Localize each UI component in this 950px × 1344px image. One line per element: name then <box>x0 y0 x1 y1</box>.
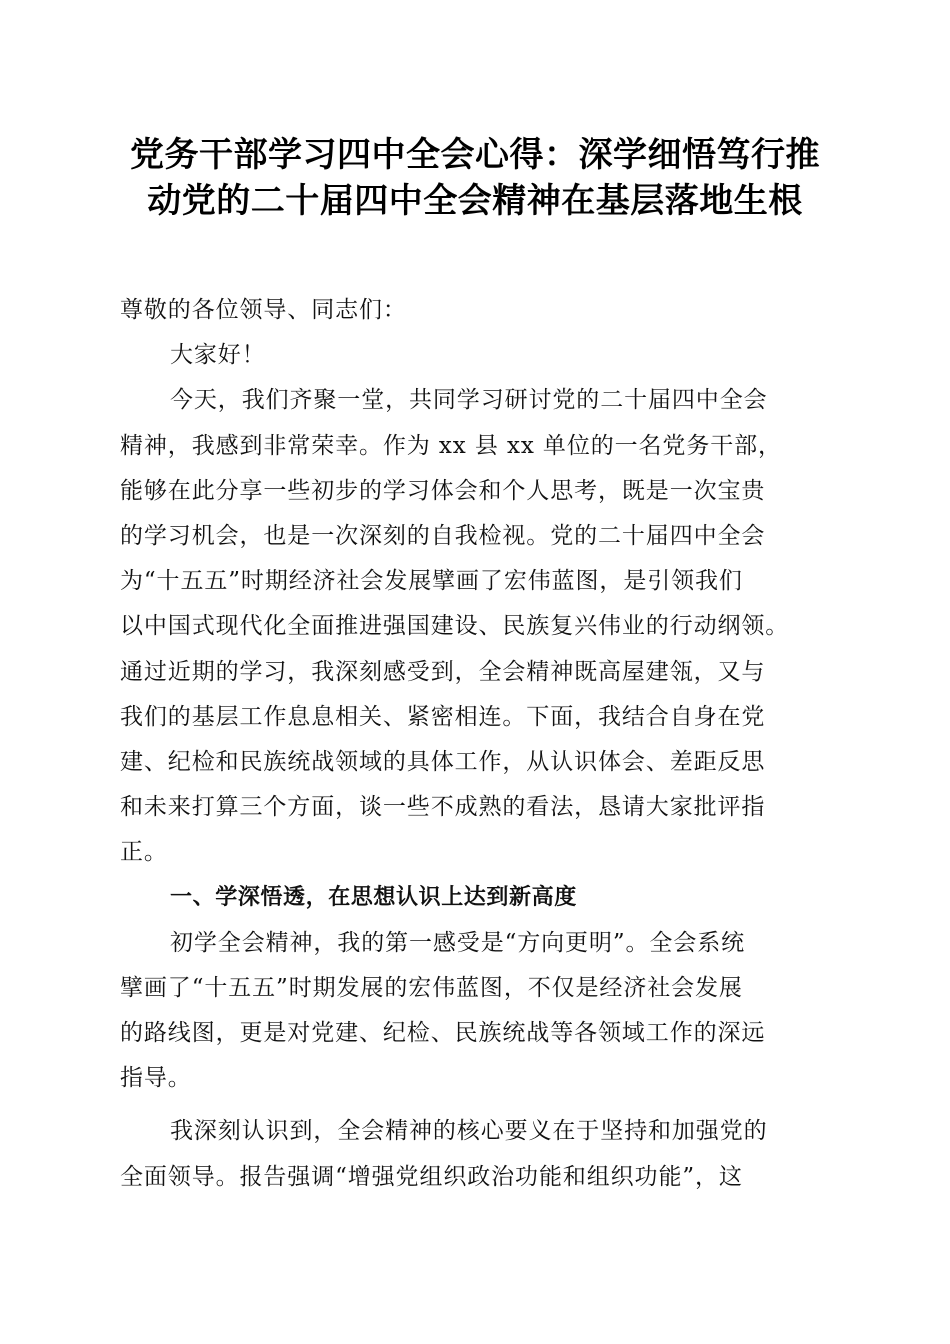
intro-line: 我们的基层工作息息相关、紧密相连。下面，我结合自身在党 <box>120 703 766 730</box>
title-line-1: 党务干部学习四中全会心得：深学细悟笃行推 <box>130 135 820 175</box>
section1-paragraph-1 <box>120 921 840 1102</box>
document-title <box>90 132 860 224</box>
paragraph-line: 我深刻认识到，全会精神的核心要义在于坚持和加强党的 <box>170 1118 768 1145</box>
intro-line: 能够在此分享一些初步的学习体会和个人思考，既是一次宝贵 <box>120 477 766 504</box>
intro-line: 正。 <box>120 839 168 866</box>
paragraph-gap <box>120 1101 840 1109</box>
section1-paragraph-2 <box>120 1109 840 1199</box>
paragraph-line: 指导。 <box>120 1065 192 1092</box>
intro-line: 为“十五五”时期经济社会发展擘画了宏伟蓝图，是引领我们 <box>120 568 743 595</box>
intro-line: 和未来打算三个方面，谈一些不成熟的看法，恳请大家批评指 <box>120 794 766 821</box>
paragraph-line: 擘画了“十五五”时期发展的宏伟蓝图，不仅是经济社会发展 <box>120 974 743 1001</box>
document-body <box>120 288 840 1200</box>
paragraph-line: 的路线图，更是对党建、纪检、民族统战等各领域工作的深远 <box>120 1020 766 1046</box>
title-line-2: 动党的二十届四中全会精神在基层落地生根 <box>147 181 803 221</box>
intro-line: 的学习机会，也是一次深刻的自我检视。党的二十届四中全会 <box>120 522 766 549</box>
paragraph-line: 全面领导。报告强调“增强党组织政治功能和组织功能”，这 <box>120 1163 743 1190</box>
intro-line: 以中国式现代化全面推进强国建设、民族复兴伟业的行动纲领。 <box>120 613 790 640</box>
intro-line: 建、纪检和民族统战领域的具体工作，从认识体会、差距反思 <box>120 748 766 775</box>
intro-line: 精神，我感到非常荣幸。作为 xx 县 xx 单位的一名党务干部， <box>120 432 782 459</box>
section-heading: 一、学深悟透，在思想认识上达到新高度 <box>170 885 577 911</box>
salutation: 尊敬的各位领导、同志们： <box>120 297 407 323</box>
intro-paragraph <box>120 378 840 875</box>
intro-line: 今天，我们齐聚一堂，共同学习研讨党的二十届四中全会 <box>170 387 768 414</box>
paragraph-line: 初学全会精神，我的第一感受是“方向更明”。全会系统 <box>170 929 746 956</box>
greeting: 大家好！ <box>170 342 266 369</box>
intro-line: 通过近期的学习，我深刻感受到，全会精神既高屋建瓴，又与 <box>120 658 766 685</box>
